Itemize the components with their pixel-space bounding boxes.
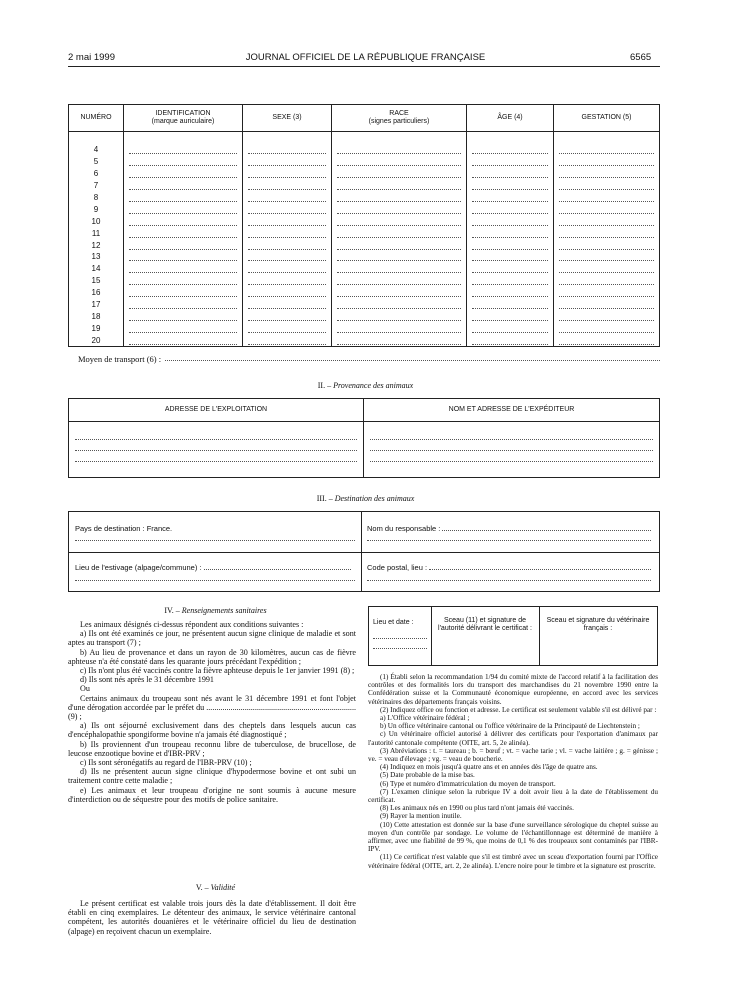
estivage-location: Lieu de l'estivage (alpage/commune) :: [75, 563, 351, 572]
entry-cell[interactable]: [554, 168, 660, 180]
french-vet-seal-label: Sceau et signature du vétérinaire français :: [546, 617, 650, 632]
table-row: [69, 287, 660, 299]
table-row: [69, 310, 660, 322]
table-row: [69, 168, 660, 180]
header-rule: [68, 66, 660, 67]
validity-paragraph: Le présent certificat est valable trois jours dès la date d'établissement. Il doit être établi en cinq exemplaires. Le détenteur des animaux, le service vétérinaire cantonal compétent, les autorités douanières et le vétérinaire officiel du lieu de destination (alpage) en reçoivent chacun un exemplaire.: [68, 899, 356, 936]
row-number: 14: [69, 263, 124, 275]
row-number: 17: [69, 299, 124, 311]
entry-cell[interactable]: [124, 322, 243, 334]
col-numero: NUMÉRO: [69, 105, 124, 132]
row-number: 5: [69, 156, 124, 168]
entry-cell[interactable]: [467, 263, 554, 275]
row-number: 16: [69, 287, 124, 299]
table-row: [69, 227, 660, 239]
destination-country: Pays de destination : France.: [75, 524, 173, 533]
entry-cell[interactable]: [467, 275, 554, 287]
entry-cell[interactable]: [332, 215, 467, 227]
row-number: 15: [69, 275, 124, 287]
entry-cell[interactable]: [467, 180, 554, 192]
entry-cell[interactable]: [124, 334, 243, 346]
entry-cell[interactable]: [124, 132, 243, 156]
entry-cell[interactable]: [124, 192, 243, 204]
entry-cell[interactable]: [243, 132, 332, 156]
table-row: [69, 299, 660, 311]
row-number: 4: [69, 132, 124, 156]
row-number: 10: [69, 215, 124, 227]
place-date-field[interactable]: [373, 629, 427, 649]
entry-cell[interactable]: [467, 322, 554, 334]
table-row: [69, 239, 660, 251]
entry-cell[interactable]: [332, 310, 467, 322]
provenance-col-address: ADRESSE DE L'EXPLOITATION: [164, 406, 268, 413]
section-2-title: II. – Provenance des animaux: [317, 381, 414, 390]
entry-cell[interactable]: [554, 239, 660, 251]
entry-cell[interactable]: [332, 263, 467, 275]
provenance-box: [68, 398, 660, 478]
entry-cell[interactable]: [124, 215, 243, 227]
entry-cell[interactable]: [554, 215, 660, 227]
entry-cell[interactable]: [243, 251, 332, 263]
entry-cell[interactable]: [124, 287, 243, 299]
destination-box: [68, 511, 660, 592]
table-row: [69, 132, 660, 156]
entry-cell[interactable]: [243, 275, 332, 287]
footnotes: (1) Établi selon la recommandation 1/94 du comité mixte de l'accord relatif à la facilitation des contrôles et des formalités lors du transport des marchandises du 21 novembre 1990 entre la Confédération suisse et la Communauté économique européenne, en accord avec les services vétérinaires des départements français voisins. (2) Indiquez office ou fonction et adresse. Le certificat est seulement valable s'il est délivré par : a) L'Office vétérinaire fédéral ; b) Un office vétérinaire cantonal ou l'office vétérinaire de la Principauté de Liechtenstein ; c) Un vétérinaire officiel autorisé à délivrer des certificats pour l'exportation d'animaux par l'autorité cantonale compétente (OITE, art. 5, 2e alinéa). (3) Abréviations : t. = taureau ; b. = bœuf ; vt. = vache tarie ; vl. = vache laitière ; g. = génisse ; ve. = veau d'élevage ; vg. = veau de boucherie. (4) Indiquez en mois jusqu'à quatre ans et en années dès l'âge de quatre ans. (5) Date probable de la mise bas. (6) Type et numéro d'immatriculation du moyen de transport. (7) L'examen clinique selon la rubrique IV a doit avoir lieu à la date de l'établissement du certificat. (8) Les animaux nés en 1990 ou plus tard n'ont jamais été vaccinés. (9) Rayer la mention inutile. (10) Cette attestation est donnée sur la base d'une surveillance sérologique du cheptel suisse au moyen d'un contrôle par sondage. Le volume de l'échantillonnage est déterminé de manière à affirmer, avec une fiabilité de 99 %, que moins de 0,1 % des troupeaux sont contaminés par l'IBR-IPV. (11) Ce certificat n'est valable que s'il est timbré avec un sceau d'exportation fourni par l'Office vétérinaire fédéral (OITE, art. 2, 2e alinéa). L'encre noire pour le timbre et la signature est proscrite.: [368, 673, 658, 870]
entry-cell[interactable]: [243, 299, 332, 311]
entry-cell[interactable]: [467, 132, 554, 156]
entry-cell[interactable]: [243, 180, 332, 192]
table-row: [69, 156, 660, 168]
entry-cell[interactable]: [124, 239, 243, 251]
entry-cell[interactable]: [332, 322, 467, 334]
col-age: ÂGE (4): [467, 105, 554, 132]
col-identification: IDENTIFICATION (marque auriculaire): [124, 105, 243, 132]
postal-code: Code postal, lieu :: [367, 563, 651, 572]
entry-cell[interactable]: [243, 322, 332, 334]
transport-field[interactable]: [165, 354, 660, 361]
entry-cell[interactable]: [467, 192, 554, 204]
transport-line: [78, 354, 660, 364]
entry-cell[interactable]: [243, 334, 332, 346]
entry-cell[interactable]: [467, 251, 554, 263]
entry-cell[interactable]: [332, 168, 467, 180]
entry-cell[interactable]: [554, 299, 660, 311]
entry-cell[interactable]: [332, 192, 467, 204]
col-sexe: SEXE (3): [243, 105, 332, 132]
entry-cell[interactable]: [554, 310, 660, 322]
row-number: 20: [69, 334, 124, 346]
entry-cell[interactable]: [243, 310, 332, 322]
entry-cell[interactable]: [332, 287, 467, 299]
entry-cell[interactable]: [554, 287, 660, 299]
entry-cell[interactable]: [554, 227, 660, 239]
transport-label: Moyen de transport (6) :: [78, 354, 162, 364]
entry-cell[interactable]: [554, 275, 660, 287]
entry-cell[interactable]: [332, 132, 467, 156]
header-date: 2 mai 1999: [68, 52, 116, 63]
table-row: [69, 251, 660, 263]
row-number: 18: [69, 310, 124, 322]
entry-cell[interactable]: [332, 299, 467, 311]
entry-cell[interactable]: [332, 180, 467, 192]
row-number: 9: [69, 203, 124, 215]
entry-cell[interactable]: [554, 251, 660, 263]
place-date-label: Lieu et date :: [373, 619, 414, 626]
section-5-title: V. – Validité: [195, 883, 236, 892]
entry-cell[interactable]: [243, 192, 332, 204]
entry-cell[interactable]: [124, 156, 243, 168]
section-4-title: IV. – Renseignements sanitaires: [164, 606, 267, 615]
row-number: 8: [69, 192, 124, 204]
entry-cell[interactable]: [467, 239, 554, 251]
entry-cell[interactable]: [124, 299, 243, 311]
entry-cell[interactable]: [554, 334, 660, 346]
entry-cell[interactable]: [554, 203, 660, 215]
entry-cell[interactable]: [124, 180, 243, 192]
entry-cell[interactable]: [467, 287, 554, 299]
col-gestation: GESTATION (5): [554, 105, 660, 132]
table-row: [69, 215, 660, 227]
entry-cell[interactable]: [467, 310, 554, 322]
entry-cell[interactable]: [124, 275, 243, 287]
entry-cell[interactable]: [332, 227, 467, 239]
table-row: [69, 203, 660, 215]
animals-table: [68, 104, 660, 347]
entry-cell[interactable]: [124, 263, 243, 275]
entry-cell[interactable]: [332, 275, 467, 287]
entry-cell[interactable]: [243, 156, 332, 168]
provenance-col-sender: NOM ET ADRESSE DE L'EXPÉDITEUR: [448, 406, 575, 413]
entry-cell[interactable]: [332, 251, 467, 263]
entry-cell[interactable]: [332, 239, 467, 251]
entry-cell[interactable]: [467, 203, 554, 215]
table-row: [69, 275, 660, 287]
entry-cell[interactable]: [124, 310, 243, 322]
header-journal: JOURNAL OFFICIEL DE LA RÉPUBLIQUE FRANÇAISE: [245, 52, 486, 63]
entry-cell[interactable]: [467, 156, 554, 168]
health-conditions: Les animaux désignés ci-dessus répondent aux conditions suivantes : a) Ils ont été examinés ce jour, ne présentent aucun signe clinique de maladie et sont aptes au transport (7) ; b) Au lieu de provenance et dans un rayon de 30 kilomètres, aucun cas de fièvre aphteuse n'a été constaté dans les quarante jours précédant l'expédition ; c) Ils n'ont plus été vaccinés contre la fièvre aphteuse depuis le 1er janvier 1991 (8) ; d) Ils sont nés après le 31 décembre 1991 Ou Certains animaux du troupeau sont nés avant le 31 décembre 1991 et font l'objet d'une dérogation accordée par le préfet du .......................................................................... (9) ; a) Ils ont séjourné exclusivement dans des cheptels dans lesquels aucun cas d'encéphalopathie spongiforme bovine n'a jamais été diagnostiqué ; b) Ils proviennent d'un troupeau reconnu libre de tuberculose, de brucellose, de leucose enzootique bovine et d'IBR-PRV ; c) Ils sont séronégatifs au regard de l'IBR-PRV (10) ; d) Ils ne présentent aucun signe clinique d'hypodermose bovine et ont subi un traitement contre cette maladie ; e) Les animaux et leur troupeau d'origine ne sont soumis à aucune mesure d'interdiction ou de séquestre pour des motifs de police sanitaire.: [68, 620, 356, 804]
entry-cell[interactable]: [467, 168, 554, 180]
row-number: 7: [69, 180, 124, 192]
entry-cell[interactable]: [554, 132, 660, 156]
table-row: [69, 334, 660, 346]
entry-cell[interactable]: [124, 227, 243, 239]
authority-seal-label: Sceau (11) et signature de l'autorité délivrant le certificat :: [438, 617, 532, 632]
entry-cell[interactable]: [243, 227, 332, 239]
row-number: 13: [69, 251, 124, 263]
entry-cell[interactable]: [554, 192, 660, 204]
entry-cell[interactable]: [554, 263, 660, 275]
entry-cell[interactable]: [243, 215, 332, 227]
provenance-header-rule: [69, 421, 659, 422]
header-page-number: 6565: [630, 52, 652, 63]
entry-cell[interactable]: [332, 334, 467, 346]
row-number: 6: [69, 168, 124, 180]
entry-cell[interactable]: [554, 180, 660, 192]
entry-cell[interactable]: [124, 203, 243, 215]
table-row: [69, 322, 660, 334]
entry-cell[interactable]: [124, 168, 243, 180]
entry-cell[interactable]: [554, 156, 660, 168]
entry-cell[interactable]: [467, 299, 554, 311]
entry-cell[interactable]: [243, 203, 332, 215]
entry-cell[interactable]: [467, 227, 554, 239]
entry-cell[interactable]: [554, 322, 660, 334]
provenance-address-fields[interactable]: [69, 429, 363, 462]
entry-cell[interactable]: [243, 287, 332, 299]
entry-cell[interactable]: [332, 203, 467, 215]
row-number: 12: [69, 239, 124, 251]
entry-cell[interactable]: [467, 334, 554, 346]
entry-cell[interactable]: [467, 215, 554, 227]
entry-cell[interactable]: [243, 239, 332, 251]
row-number: 11: [69, 227, 124, 239]
col-race: RACE (signes particuliers): [332, 105, 467, 132]
provenance-sender-fields[interactable]: [364, 429, 659, 462]
table-row: [69, 180, 660, 192]
section-3-title: III. – Destination des animaux: [316, 494, 415, 503]
table-row: [69, 192, 660, 204]
signature-box: [368, 606, 658, 666]
table-row: [69, 263, 660, 275]
entry-cell[interactable]: [124, 251, 243, 263]
entry-cell[interactable]: [332, 156, 467, 168]
row-number: 19: [69, 322, 124, 334]
entry-cell[interactable]: [243, 168, 332, 180]
entry-cell[interactable]: [243, 263, 332, 275]
responsible-name: Nom du responsable :: [367, 524, 651, 533]
